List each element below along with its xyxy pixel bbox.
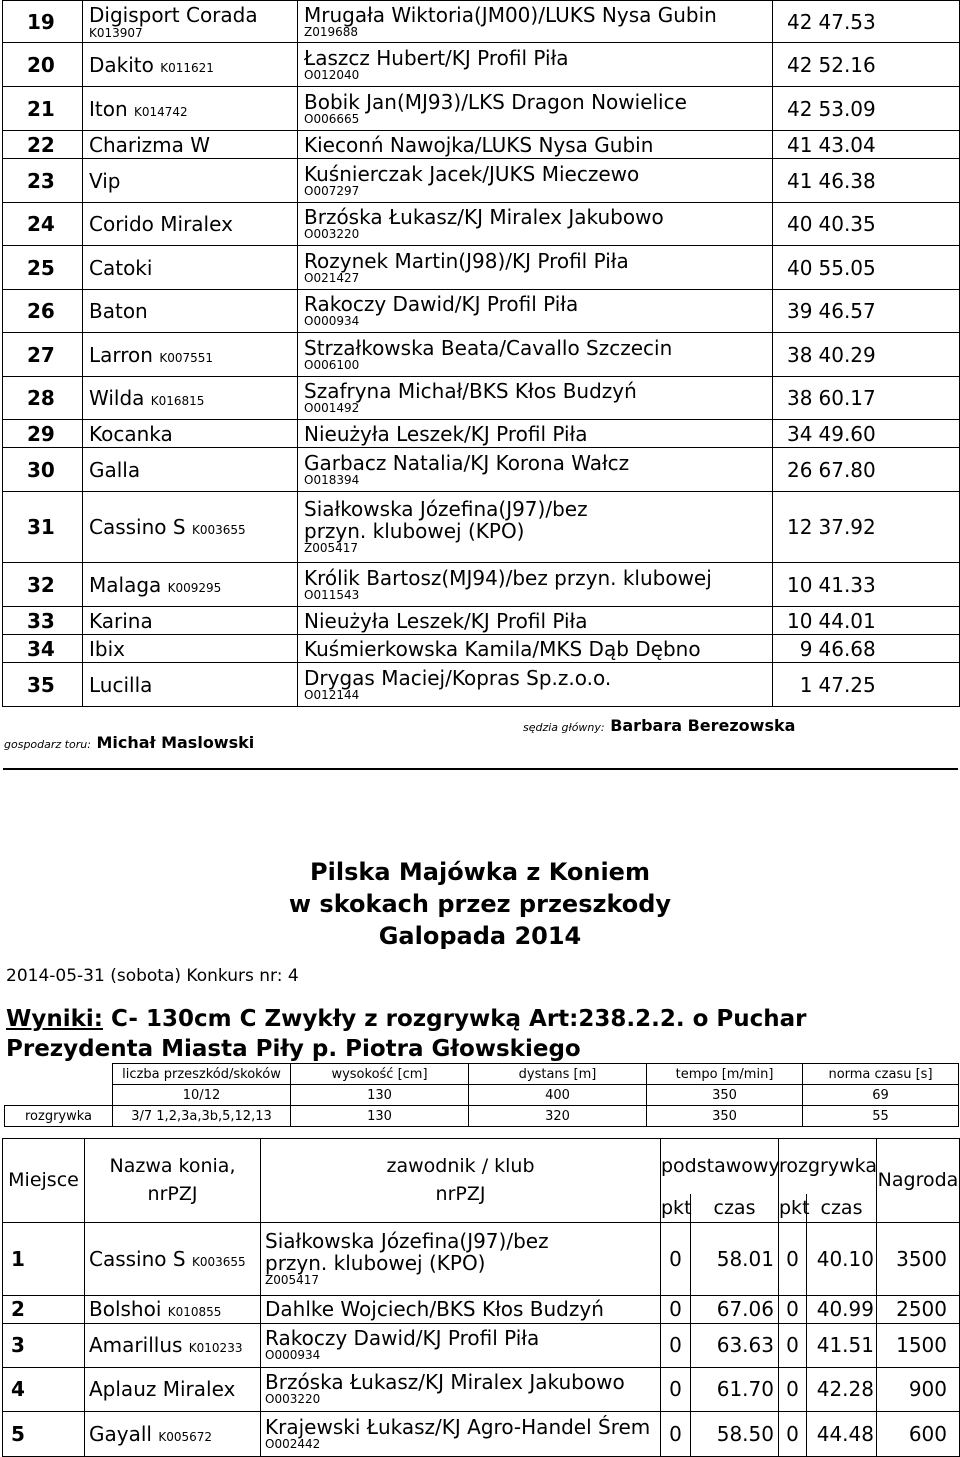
event-title-line2: w skokach przez przeszkody [288, 890, 672, 918]
table-row [3, 131, 960, 159]
horse-cell: Charizma W [83, 131, 298, 159]
horse-cell [85, 1295, 261, 1323]
place-cell: 32 [3, 563, 83, 607]
place-cell: 35 [3, 663, 83, 707]
prize-cell: 600 [877, 1411, 960, 1456]
table-row [3, 43, 960, 87]
place-cell: 2 [3, 1295, 85, 1323]
horse-name: Bolshoi [89, 1297, 162, 1321]
czas1-cell: 58.50 [691, 1411, 779, 1456]
place-cell: 33 [3, 607, 83, 635]
horse-cell [85, 1411, 261, 1456]
param-value: 130 [291, 1085, 469, 1106]
param-value: 3/7 1,2,3a,3b,5,12,13 [113, 1106, 291, 1127]
horse-cell: Aplauz Miralex [85, 1367, 261, 1411]
parameters-header-row [5, 1064, 959, 1085]
table-row [3, 1411, 960, 1456]
event-title-line1: Pilska Majówka z Koniem [310, 858, 650, 886]
time-cell: 44.01 [815, 607, 960, 635]
place-cell: 1 [3, 1222, 85, 1295]
competition-name: C- 130cm C Zwykły z rozgrywką Art:238.2.2. o Puchar Prezydenta Miasta Piły p. Piotra Głowskiego [6, 1006, 807, 1062]
horse-header-l1: Nazwa konia, [109, 1155, 236, 1178]
table-row [3, 563, 960, 607]
pkt-cell: 42 [773, 87, 815, 131]
prize-header: Nagroda [877, 1139, 960, 1223]
time-cell: 37.92 [815, 492, 960, 563]
rider-name: Brzóska Łukasz/KJ Miralex Jakubowo [265, 1370, 625, 1395]
place-cell: 3 [3, 1323, 85, 1367]
horse-cell [83, 87, 298, 131]
rider-header [261, 1139, 661, 1223]
horse-cell: Karina [83, 607, 298, 635]
parameters-table [4, 1063, 959, 1127]
table-row [3, 448, 960, 492]
results-heading [6, 1004, 956, 1064]
table-row [3, 159, 960, 203]
pkt-cell: 42 [773, 1, 815, 43]
results-label: Wyniki: [6, 1006, 103, 1032]
horse-cell [83, 43, 298, 87]
row-label: rozgrywka [5, 1106, 113, 1127]
rider-cell [298, 563, 773, 607]
rider-cell [298, 87, 773, 131]
pkt-cell: 41 [773, 159, 815, 203]
pkt2-cell: 0 [779, 1411, 807, 1456]
place-cell: 23 [3, 159, 83, 203]
rider-name: Brzóska Łukasz/KJ Miralex Jakubowo [304, 205, 664, 230]
pkt-cell: 42 [773, 43, 815, 87]
horse-header [85, 1139, 261, 1223]
horse-cell: Kocanka [83, 420, 298, 448]
rider-cell [298, 246, 773, 290]
param-value: 55 [803, 1106, 959, 1127]
pkt1-cell: 0 [661, 1367, 691, 1411]
place-cell: 28 [3, 377, 83, 420]
place-cell: 26 [3, 290, 83, 333]
rider-name: Strzałkowska Beata/Cavallo Szczecin [304, 335, 673, 360]
rider-name: Bobik Jan(MJ93)/LKS Dragon Nowielice [304, 89, 687, 114]
horse-cell: Ibix [83, 635, 298, 663]
prize-cell: 1500 [877, 1323, 960, 1367]
horse-cell [83, 333, 298, 377]
empty-cell [5, 1064, 113, 1085]
horse-name: Cassino S [89, 515, 186, 539]
judge-name: Barbara Berezowska [610, 716, 796, 735]
rider-cell: Dahlke Wojciech/BKS Kłos Budzyń [261, 1295, 661, 1323]
pkt-cell: 34 [773, 420, 815, 448]
time-cell: 40.35 [815, 203, 960, 246]
czas2-cell: 42.28 [807, 1367, 877, 1411]
horse-cell [83, 1, 298, 43]
table-row [3, 1, 960, 43]
table-row [3, 377, 960, 420]
place-cell: 29 [3, 420, 83, 448]
horse-cell: Vip [83, 159, 298, 203]
horse-code: K003655 [191, 523, 246, 537]
horse-code: K010855 [167, 1305, 222, 1319]
pkt-header: pkt [661, 1194, 691, 1223]
place-cell: 22 [3, 131, 83, 159]
time-cell: 55.05 [815, 246, 960, 290]
final-results-table [2, 1138, 960, 1457]
time-cell: 52.16 [815, 43, 960, 87]
time-cell: 46.38 [815, 159, 960, 203]
judge-signature [523, 716, 795, 735]
place-cell: 34 [3, 635, 83, 663]
pkt-cell: 1 [773, 663, 815, 707]
rider-name: Mrugała Wiktoria(JM00)/LUKS Nysa Gubin [304, 2, 717, 27]
pkt2-cell: 0 [779, 1367, 807, 1411]
param-header: dystans [m] [469, 1064, 647, 1085]
place-cell: 19 [3, 1, 83, 43]
rider-code: O001492 [304, 401, 360, 416]
czas-header: czas [691, 1194, 779, 1223]
horse-cell [83, 492, 298, 563]
pkt-cell: 26 [773, 448, 815, 492]
horse-name: Larron [89, 342, 153, 367]
event-title-line3: Galopada 2014 [378, 922, 582, 950]
czas1-cell: 61.70 [691, 1367, 779, 1411]
rider-code: O012144 [304, 687, 360, 702]
horse-cell: Baton [83, 290, 298, 333]
rider-code: O006665 [304, 111, 360, 126]
time-cell: 49.60 [815, 420, 960, 448]
rider-code: O012040 [304, 67, 360, 82]
rider-name: Siałkowska Józefina(J97)/bez przyn. klubowej (KPO) [304, 497, 588, 544]
rider-name: Rakoczy Dawid/KJ Profil Piła [265, 1326, 540, 1351]
czas-header: czas [807, 1194, 877, 1223]
results-header-row [3, 1139, 960, 1194]
time-cell: 46.68 [815, 635, 960, 663]
czas2-cell: 41.51 [807, 1323, 877, 1367]
pkt-cell: 41 [773, 131, 815, 159]
horse-name: Digisport Corada [89, 2, 258, 27]
table-row [3, 87, 960, 131]
rider-code: O006100 [304, 357, 360, 372]
rider-cell [298, 1, 773, 43]
horse-code: K013907 [89, 25, 143, 40]
place-cell: 21 [3, 87, 83, 131]
horse-header-l2: nrPZJ [147, 1183, 198, 1206]
rider-name: Rakoczy Dawid/KJ Profil Piła [304, 292, 579, 317]
param-value: 400 [469, 1085, 647, 1106]
place-cell: 24 [3, 203, 83, 246]
pkt2-cell: 0 [779, 1222, 807, 1295]
horse-code: K003655 [191, 1254, 246, 1269]
param-value: 10/12 [113, 1085, 291, 1106]
rider-code: O018394 [304, 472, 360, 487]
place-cell: 30 [3, 448, 83, 492]
table-row [3, 290, 960, 333]
pkt1-cell: 0 [661, 1222, 691, 1295]
rider-cell: Nieużyła Leszek/KJ Profil Piła [298, 607, 773, 635]
pkt-cell: 10 [773, 563, 815, 607]
param-value: 69 [803, 1085, 959, 1106]
rider-cell [298, 377, 773, 420]
rider-name: Kuśnierczak Jacek/JUKS Mieczewo [304, 161, 640, 186]
horse-cell: Galla [83, 448, 298, 492]
rider-cell [261, 1323, 661, 1367]
time-cell: 43.04 [815, 131, 960, 159]
table-row [3, 492, 960, 563]
rider-cell [298, 43, 773, 87]
rider-code: O003220 [304, 227, 360, 242]
czas2-cell: 40.10 [807, 1222, 877, 1295]
rider-code: O021427 [304, 270, 360, 285]
pkt-header: pkt [779, 1194, 807, 1223]
row-label [5, 1085, 113, 1106]
rider-name: Krajewski Łukasz/KJ Agro-Handel Śrem [265, 1414, 651, 1439]
table-row [3, 607, 960, 635]
horse-code: K007551 [159, 350, 214, 365]
table-row [3, 1222, 960, 1295]
place-cell: 20 [3, 43, 83, 87]
host-name: Michał Maslowski [96, 733, 255, 752]
pkt-cell: 10 [773, 607, 815, 635]
rider-cell [298, 290, 773, 333]
czas1-cell: 58.01 [691, 1222, 779, 1295]
top-results-table [2, 0, 960, 707]
table-row [3, 635, 960, 663]
param-header: norma czasu [s] [803, 1064, 959, 1085]
table-row [3, 663, 960, 707]
czas1-cell: 63.63 [691, 1323, 779, 1367]
table-row [3, 1367, 960, 1411]
table-row [3, 1323, 960, 1367]
horse-code: K010233 [188, 1341, 243, 1355]
place-cell: 5 [3, 1411, 85, 1456]
jumpoff-header: rozgrywka [779, 1139, 877, 1194]
rider-cell: Kuśmierkowska Kamila/MKS Dąb Dębno [298, 635, 773, 663]
rider-code: O011543 [304, 587, 360, 602]
prize-cell: 900 [877, 1367, 960, 1411]
param-value: 350 [647, 1085, 803, 1106]
rider-cell [298, 448, 773, 492]
parameters-row [5, 1106, 959, 1127]
page-divider [3, 768, 958, 770]
horse-cell [83, 563, 298, 607]
time-cell: 40.29 [815, 333, 960, 377]
place-header: Miejsce [3, 1139, 85, 1223]
rider-name: Rozynek Martin(J98)/KJ Profil Piła [304, 248, 629, 273]
time-cell: 47.53 [815, 1, 960, 43]
rider-code: O007297 [304, 183, 360, 198]
pkt-cell: 38 [773, 377, 815, 420]
rider-cell [298, 159, 773, 203]
param-header: liczba przeszkód/skoków [113, 1064, 291, 1085]
rider-cell [298, 333, 773, 377]
rider-cell [298, 203, 773, 246]
rider-cell [261, 1411, 661, 1456]
rider-name: Szafryna Michał/BKS Kłos Budzyń [304, 379, 637, 404]
judge-label: sędzia główny: [523, 721, 605, 734]
rider-code: O002442 [265, 1436, 321, 1451]
rider-header-l1: zawodnik / klub [386, 1155, 535, 1178]
time-cell: 60.17 [815, 377, 960, 420]
rider-code: O000934 [304, 314, 360, 329]
competition-date: 2014-05-31 (sobota) Konkurs nr: 4 [6, 966, 299, 986]
table-row [3, 246, 960, 290]
pkt2-cell: 0 [779, 1295, 807, 1323]
place-cell: 25 [3, 246, 83, 290]
horse-cell [83, 377, 298, 420]
time-cell: 67.80 [815, 448, 960, 492]
horse-code: K005672 [158, 1429, 213, 1444]
param-header: tempo [m/min] [647, 1064, 803, 1085]
rider-name: Garbacz Natalia/KJ Korona Wałcz [304, 450, 630, 475]
rider-code: Z019688 [304, 24, 359, 39]
rider-name: Łaszcz Hubert/KJ Profil Piła [304, 45, 569, 70]
rider-code: Z005417 [304, 541, 359, 556]
rider-cell [261, 1367, 661, 1411]
rider-cell: Kieconń Nawojka/LUKS Nysa Gubin [298, 131, 773, 159]
rider-name: Królik Bartosz(MJ94)/bez przyn. klubowej [304, 565, 712, 590]
pkt-cell: 9 [773, 635, 815, 663]
time-cell: 41.33 [815, 563, 960, 607]
table-row [3, 1295, 960, 1323]
pkt-cell: 39 [773, 290, 815, 333]
rider-name: Drygas Maciej/Kopras Sp.z.o.o. [304, 665, 612, 690]
pkt-cell: 38 [773, 333, 815, 377]
rider-cell [298, 492, 773, 563]
horse-name: Cassino S [89, 1246, 186, 1271]
pkt1-cell: 0 [661, 1323, 691, 1367]
param-header: wysokość [cm] [291, 1064, 469, 1085]
czas1-cell: 67.06 [691, 1295, 779, 1323]
pkt1-cell: 0 [661, 1295, 691, 1323]
table-row [3, 420, 960, 448]
rider-header-l2: nrPZJ [435, 1183, 486, 1206]
pkt-cell: 40 [773, 246, 815, 290]
basic-round-header: podstawowy [661, 1139, 779, 1194]
horse-cell [85, 1222, 261, 1295]
time-cell: 53.09 [815, 87, 960, 131]
horse-name: Iton [89, 96, 128, 121]
rider-code: O000934 [265, 1348, 321, 1363]
horse-code: K009295 [167, 580, 222, 595]
host-label: gospodarz toru: [4, 738, 91, 751]
horse-name: Amarillus [89, 1333, 183, 1357]
time-cell: 46.57 [815, 290, 960, 333]
pkt-cell: 40 [773, 203, 815, 246]
host-signature [4, 733, 254, 752]
parameters-row [5, 1085, 959, 1106]
horse-code: K011621 [160, 60, 214, 75]
place-cell: 27 [3, 333, 83, 377]
rider-cell: Nieużyła Leszek/KJ Profil Piła [298, 420, 773, 448]
place-cell: 4 [3, 1367, 85, 1411]
rider-code: O003220 [265, 1392, 321, 1407]
horse-name: Gayall [89, 1421, 152, 1446]
horse-name: Malaga [89, 572, 162, 597]
horse-cell: Catoki [83, 246, 298, 290]
prize-cell: 2500 [877, 1295, 960, 1323]
czas2-cell: 40.99 [807, 1295, 877, 1323]
place-cell: 31 [3, 492, 83, 563]
pkt-cell: 12 [773, 492, 815, 563]
rider-cell [298, 663, 773, 707]
czas2-cell: 44.48 [807, 1411, 877, 1456]
horse-code: K016815 [150, 394, 205, 408]
param-value: 130 [291, 1106, 469, 1127]
param-value: 350 [647, 1106, 803, 1127]
time-cell: 47.25 [815, 663, 960, 707]
rider-code: Z005417 [265, 1272, 320, 1287]
pkt1-cell: 0 [661, 1411, 691, 1456]
prize-cell: 3500 [877, 1222, 960, 1295]
horse-name: Dakito [89, 52, 154, 77]
table-row [3, 333, 960, 377]
rider-cell [261, 1222, 661, 1295]
horse-code: K014742 [134, 104, 188, 119]
pkt2-cell: 0 [779, 1323, 807, 1367]
rider-name: Siałkowska Józefina(J97)/bez przyn. klubowej (KPO) [265, 1228, 549, 1275]
table-row [3, 203, 960, 246]
horse-cell [85, 1323, 261, 1367]
param-value: 320 [469, 1106, 647, 1127]
horse-cell: Lucilla [83, 663, 298, 707]
horse-name: Wilda [89, 386, 145, 410]
horse-cell: Corido Miralex [83, 203, 298, 246]
